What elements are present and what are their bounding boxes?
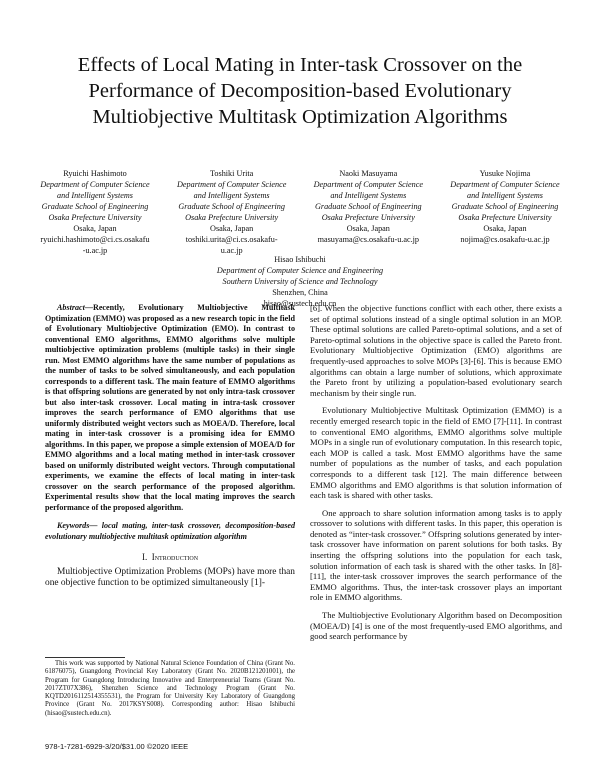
left-column	[45, 303, 295, 590]
right-column	[310, 303, 562, 649]
author-5: Hisao Ishibuchi Department of Computer Science and Engineering Southern University of Science and Technology Shenzhen, China hisao@sustech.edu.cn	[175, 254, 425, 309]
author-email: toshiki.urita@ci.cs.osakafu-	[185, 235, 278, 244]
section-heading: I. Introduction	[141, 552, 199, 562]
author-email: ryuichi.hashimoto@ci.cs.osakafu	[40, 235, 150, 244]
body-paragraph: One approach to share solution information among tasks is to apply crossover to solutions with different tasks. In this paper, this operation is denoted as “inter-task crossover.” Offspring solutions generated by inter-task crossover have information on parent solutions for both tasks. By inserting the offspring solutions into the population for each task, solution information of each task is shared with the other tasks. In [8]-[11], the inter-task crossover improves the search performance of the EMMO algorithms. Thus, the inter-task crossover plays an important role in EMMO algorithms.	[310, 507, 562, 603]
author-name: Ryuichi Hashimoto	[63, 169, 127, 178]
author-email: nojima@cs.osakafu-u.ac.jp	[460, 235, 550, 244]
body-paragraph: Evolutionary Multiobjective Multitask Optimization (EMMO) is a recently emerged research topic in the field of EMO [7]-[11]. In contrast to conventional EMO algorithms, EMMO algorithms solve multiple MOPs in a single run of evolutionary computation. In this research topic, each MOP is called a task. Most EMMO algorithms have the same number of populations as the number of tasks, and each population corresponds to a different task [12]. The main difference between EMMO algorithms and EMO algorithms is that solution information of each task is shared with other tasks.	[310, 405, 562, 501]
paper-title	[20, 52, 580, 130]
author-name: Hisao Ishibuchi	[274, 255, 326, 264]
author-3: Naoki Masuyama Department of Computer Science and Intelligent Systems Graduate School of Engineering Osaka Prefecture University Osaka, Japan masuyama@cs.osakafu-u.ac.jp	[303, 168, 433, 256]
body-paragraph: The Multiobjective Evolutionary Algorithm based on Decomposition (MOEA/D) [4] is one of the most frequently-used EMO algorithms, and good search performance by	[310, 610, 562, 642]
copyright-footer: 978-1-7281-6929-3/20/$31.00 ©2020 IEEE	[45, 742, 189, 751]
author-block	[30, 168, 570, 256]
keywords-text: local mating, inter-task crossover, decomposition-based evolutionary multiobjective multitask optimization algorithm	[45, 521, 295, 541]
body-paragraph: [6]. When the objective functions conflict with each other, there exists a set of optimal solutions instead of a single optimal solution in an MOP. These optimal solutions are called Pareto-optimal solutions, and a set of Pareto-optimal solutions in the objective space is called the Pareto front. Evolutionary Multiobjective Optimization (EMO) algorithms are frequently-used approaches to solve MOPs [3]-[6]. This is because EMO algorithms can obtain a large number of solutions, which approximate the Pareto front by utilizing a population-based evolutionary search mechanism by their single run.	[310, 303, 562, 398]
title-line-2: Performance of Decomposition-based Evolutionary	[88, 80, 512, 102]
author-email: hisao@sustech.edu.cn	[263, 299, 337, 308]
author-2: Toshiki Urita Department of Computer Science and Intelligent Systems Graduate School of Engineering Osaka Prefecture University Osaka, Japan toshiki.urita@ci.cs.osakafu- u.ac.jp	[167, 168, 297, 256]
author-name: Toshiki Urita	[209, 169, 254, 178]
author-4: Yusuke Nojima Department of Computer Science and Intelligent Systems Graduate School of Engineering Osaka Prefecture University Osaka, Japan nojima@cs.osakafu-u.ac.jp	[440, 168, 570, 256]
author-name: Yusuke Nojima	[479, 169, 531, 178]
author-name: Naoki Masuyama	[339, 169, 398, 178]
section-title: Introduction	[151, 552, 199, 562]
intro-paragraph: Multiobjective Optimization Problems (MOPs) have more than one objective function to be optimized simultaneously [1]-	[45, 566, 295, 589]
keywords-lead: Keywords—	[57, 521, 98, 530]
keywords	[45, 521, 295, 542]
author-1: Ryuichi Hashimoto Department of Computer Science and Intelligent Systems Graduate School of Engineering Osaka Prefecture University Osaka, Japan ryuichi.hashimoto@ci.cs.osakafu -u.ac.jp	[30, 168, 160, 256]
footnote-rule	[45, 657, 125, 658]
footnote: This work was supported by National Natural Science Foundation of China (Grant No. 61876075), Guangdong Provincial Key Laboratory (Grant No. 2020B121201001), the Program for Guangdong Introducing Innovative and Enterpreneurial Teams (Grant No. 2017ZT07X386), Shenzhen Science and Technology Program (Grant No. KQTD2016112514355531), the Program for University Key Laboratory of Guangdong Province (Grant No. 2017KSYS008). Corresponding author: Hisao Ishibuchi (hisao@sustech.edu.cn).	[45, 660, 295, 717]
abstract-lead: Abstract	[57, 303, 85, 312]
abstract	[45, 303, 295, 513]
title-line-1: Effects of Local Mating in Inter-task Crossover on the	[77, 54, 523, 76]
title-line-3: Multiobjective Multitask Optimization Algorithms	[92, 106, 508, 128]
abstract-text: —Recently, Evolutionary Multiobjective Multitask Optimization (EMMO) was proposed as a new research topic in the field of Evolutionary Multiobjective Optimization (EMO). In contrast to conventional EMO algorithms, EMMO algorithms solve multiple multiobjective optimization problems (multiple tasks) in their single run. Most EMMO algorithms have the same number of populations as the number of tasks to be solved simultaneously, and each population corresponds to a different task. The main feature of EMMO algorithms is that offspring solutions are generated by not only intra-task crossover but also inter-task crossover. Local mating in intra-task crossover improves the search performance of EMO algorithms that use uniformly distributed weight vectors such as MOEA/D. Therefore, local mating in inter-task crossover is a promising idea for EMMO algorithms. In this paper, we propose a simple extension of MOEA/D for EMMO algorithms and a local mating method in inter-task crossover based on uniformly distributed weight vectors. Through computational experiments, we examine the effects of local mating in inter-task crossover on the search performance of the proposed algorithm. Experimental results show that the local mating improves the search performance of the proposed algorithm.	[45, 303, 295, 512]
author-email: masuyama@cs.osakafu-u.ac.jp	[317, 235, 420, 244]
